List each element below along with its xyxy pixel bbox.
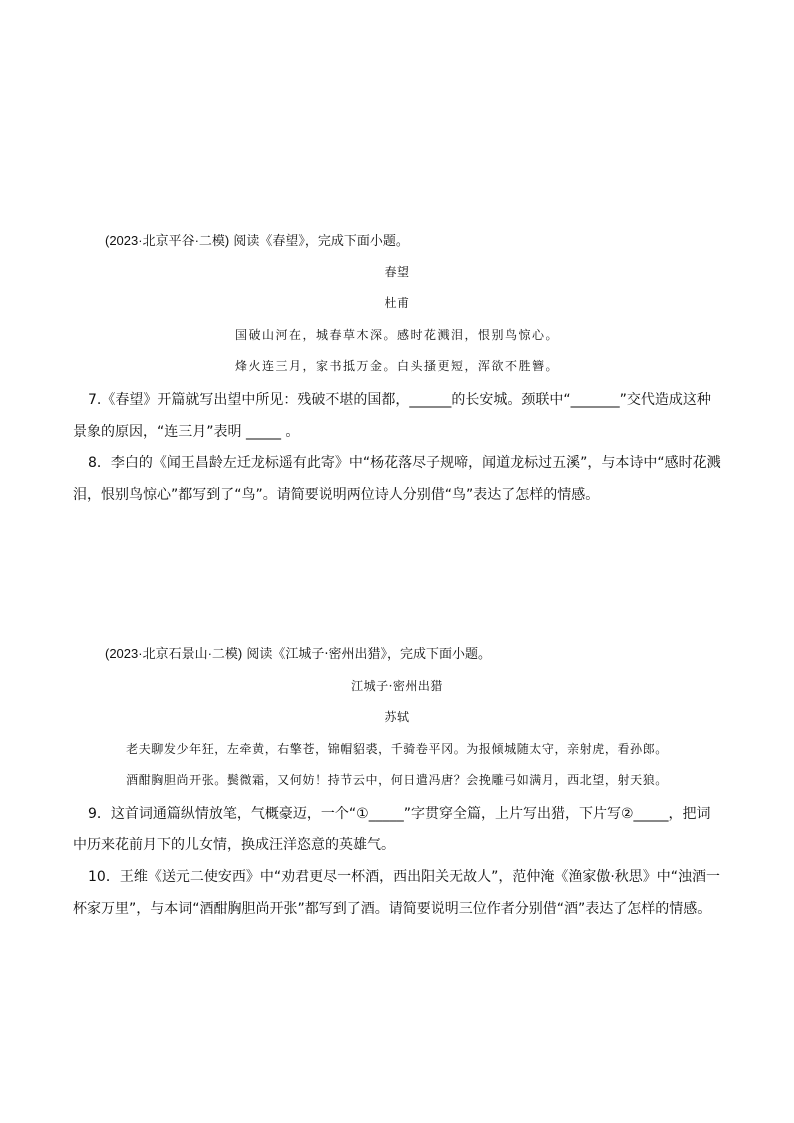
section1-intro (105, 230, 409, 249)
section2-poem-author: 苏轼 (384, 710, 410, 724)
section1-intro-text: 阅读《春望》，完成下面小题。 (233, 234, 409, 249)
section1-poem-author: 杜甫 (384, 296, 410, 310)
section2-intro (105, 643, 491, 662)
question-9-line-1: 9．这首词通篇纵情放笔，气概豪迈，一个“①_____”字贯穿全篇，上片写出猎，下片写②_____，把词 (88, 806, 711, 822)
section2-poem-title: 江城子·密州出猎 (351, 679, 443, 693)
question-8-line-1: 8．李白的《闻王昌龄左迁龙标遥有此寄》中“杨花落尽子规啼，闻道龙标过五溪”，与本诗中“感时花溅 (88, 455, 721, 471)
section1-poem-line-2: 烽火连三月，家书抵万金。白头搔更短，浑欲不胜簪。 (234, 359, 559, 373)
section2-poem-line-1: 老夫聊发少年狂，左牵黄，右擎苍，锦帽貂裘，千骑卷平冈。为报倾城随太守，亲射虎，看孙郎。 (126, 742, 668, 756)
question-7-line-2: 景象的原因，“连三月”表明 _____ 。 (73, 424, 300, 440)
section2-source: (2023·北京石景山·二模) (105, 646, 243, 661)
section1-source: (2023·北京平谷·二模) (105, 233, 230, 248)
section2-intro-text: 阅读《江城子·密州出猎》，完成下面小题。 (246, 647, 492, 662)
question-9-line-2: 中历来花前月下的儿女情，换成汪洋恣意的英雄气。 (73, 837, 395, 853)
question-8-line-2: 泪，恨别鸟惊心”都写到了“鸟”。请简要说明两位诗人分别借“鸟”表达了怎样的情感。 (73, 487, 600, 503)
question-10-line-1: 10．王维《送元二使安西》中“劝君更尽一杯酒，西出阳关无故人”，范仲淹《渔家傲·秋思》中“浊酒一 (88, 869, 721, 885)
question-7-line-1: 7.《春望》开篇就写出望中所见：残破不堪的国都，______的长安城。颈联中“_______”交代造成这种 (88, 392, 711, 408)
question-10-line-2: 杯家万里”，与本词“酒酣胸胆尚开张”都写到了酒。请简要说明三位作者分别借“酒”表达了怎样的情感。 (73, 901, 712, 917)
section2-poem-line-2: 酒酣胸胆尚开张。鬓微霜，又何妨！持节云中，何日遣冯唐？会挽雕弓如满月，西北望，射天狼。 (126, 773, 668, 787)
section1-poem-title: 春望 (384, 265, 410, 279)
section1-poem-line-1: 国破山河在，城春草木深。感时花溅泪，恨别鸟惊心。 (234, 328, 559, 342)
